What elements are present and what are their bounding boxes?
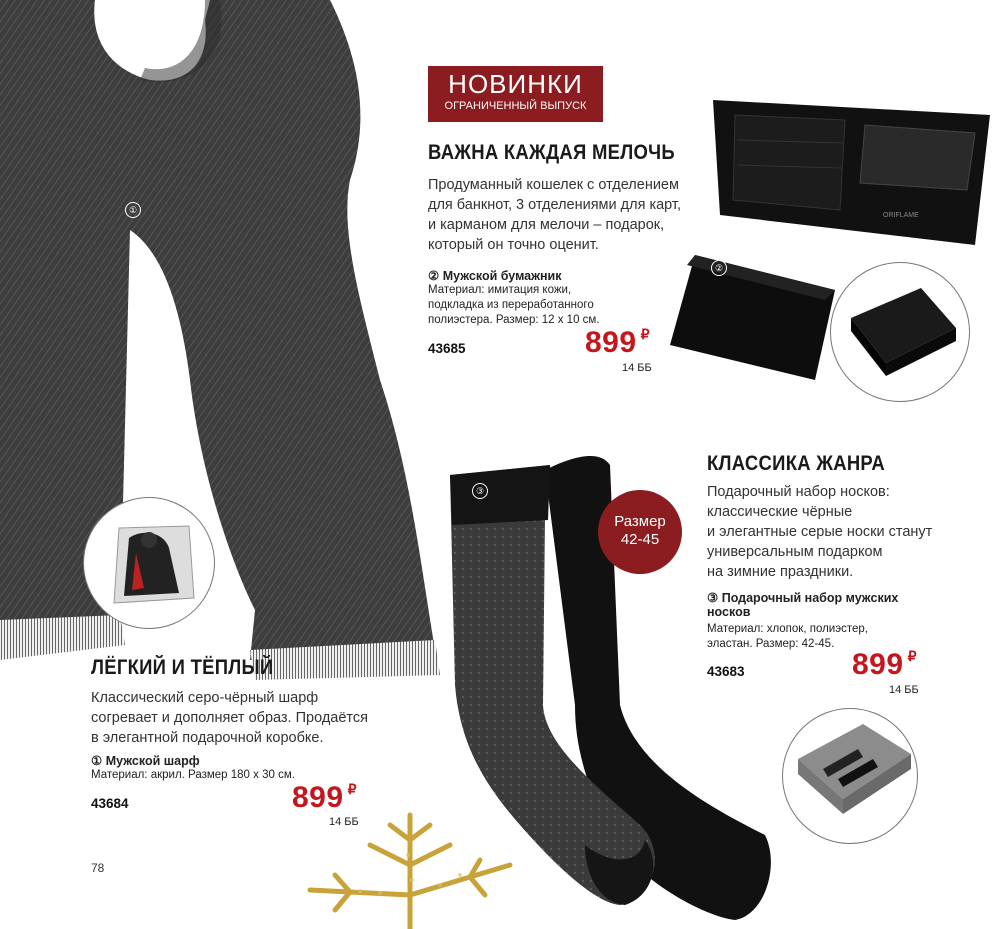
wallet-closed-image xyxy=(665,250,840,385)
socks-desc-line: универсальным подарком xyxy=(707,544,883,560)
wallet-number: ② xyxy=(428,269,440,283)
wallet-image-marker: ② xyxy=(711,260,727,276)
wallet-product-name: Мужской бумажник xyxy=(442,269,562,283)
new-limited-banner xyxy=(428,66,603,122)
wallet-product-title xyxy=(428,268,561,283)
wallet-open-image xyxy=(705,95,1000,245)
socks-description xyxy=(707,482,972,582)
wallet-info xyxy=(428,283,600,328)
wallet-brand-text: ORIFLAME xyxy=(883,212,919,219)
snowflake-decoration xyxy=(300,805,530,929)
wallet-points: 14 ББ xyxy=(622,362,652,374)
size-badge xyxy=(598,490,682,574)
currency-symbol: ₽ xyxy=(640,326,650,342)
banner-subtitle: ОГРАНИЧЕННЫЙ ВЫПУСК xyxy=(444,100,587,112)
scarf-desc-line: в элегантной подарочной коробке. xyxy=(91,730,324,746)
socks-headline: КЛАССИКА ЖАНРА xyxy=(707,452,886,475)
wallet-box-thumbnail xyxy=(830,262,970,402)
socks-desc-line: на зимние праздники. xyxy=(707,564,854,580)
socks-desc-line: классические чёрные xyxy=(707,504,853,520)
badge-label: Размер xyxy=(614,513,666,530)
socks-info-line: эластан. Размер: 42-45. xyxy=(707,638,835,650)
banner-title: НОВИНКИ xyxy=(448,69,583,99)
socks-price-value: 899 xyxy=(852,648,904,681)
scarf-info-line: Материал: акрил. Размер 180 x 30 см. xyxy=(91,769,295,781)
socks-price xyxy=(852,648,917,682)
socks-box-thumbnail xyxy=(782,708,918,844)
wallet-info-line: полиэстера. Размер: 12 x 10 см. xyxy=(428,314,600,326)
scarf-desc-line: Классический серо-чёрный шарф xyxy=(91,690,319,706)
currency-symbol: ₽ xyxy=(347,781,357,797)
socks-desc-line: и элегантные серые носки станут xyxy=(707,524,933,540)
scarf-description xyxy=(91,688,391,748)
socks-info xyxy=(707,622,868,652)
wallet-description xyxy=(428,175,698,255)
socks-info-line: Материал: хлопок, полиэстер, xyxy=(707,623,868,635)
currency-symbol: ₽ xyxy=(907,648,917,664)
wallet-info-line: подкладка из переработанного xyxy=(428,299,594,311)
scarf-points: 14 ББ xyxy=(329,816,359,828)
wallet-price-value: 899 xyxy=(585,326,637,359)
scarf-info xyxy=(91,768,295,783)
scarf-code: 43684 xyxy=(91,796,129,811)
wallet-desc-line: для банкнот, 3 отделениями для карт, xyxy=(428,197,681,213)
socks-points: 14 ББ xyxy=(889,684,919,696)
scarf-price-value: 899 xyxy=(292,781,344,814)
socks-product-name: Подарочный набор мужских xyxy=(721,591,899,605)
wallet-price xyxy=(585,326,650,360)
scarf-image xyxy=(0,0,440,680)
socks-product-title xyxy=(707,591,937,619)
scarf-desc-line: согревает и дополняет образ. Продаётся xyxy=(91,710,369,726)
wallet-desc-line: который он точно оценит. xyxy=(428,237,599,253)
wallet-info-line: Материал: имитация кожи, xyxy=(428,284,572,296)
socks-desc-line: Подарочный набор носков: xyxy=(707,484,890,500)
socks-code: 43683 xyxy=(707,664,745,679)
socks-image-marker: ③ xyxy=(472,483,488,499)
scarf-image-marker: ① xyxy=(125,202,141,218)
socks-product-name: носков xyxy=(707,605,751,619)
scarf-headline: ЛЁГКИЙ И ТЁПЛЫЙ xyxy=(91,656,274,679)
scarf-product-name: Мужской шарф xyxy=(105,754,200,768)
scarf-product-title xyxy=(91,753,200,768)
badge-value: 42-45 xyxy=(620,531,660,548)
page-number: 78 xyxy=(91,861,105,875)
scarf-box-thumbnail xyxy=(83,497,215,629)
scarf-number: ① xyxy=(91,754,103,768)
wallet-desc-line: Продуманный кошелек с отделением xyxy=(428,177,679,193)
wallet-headline: ВАЖНА КАЖДАЯ МЕЛОЧЬ xyxy=(428,141,675,164)
socks-number: ③ xyxy=(707,591,719,605)
wallet-code: 43685 xyxy=(428,341,466,356)
wallet-desc-line: и карманом для мелочи – подарок, xyxy=(428,217,665,233)
